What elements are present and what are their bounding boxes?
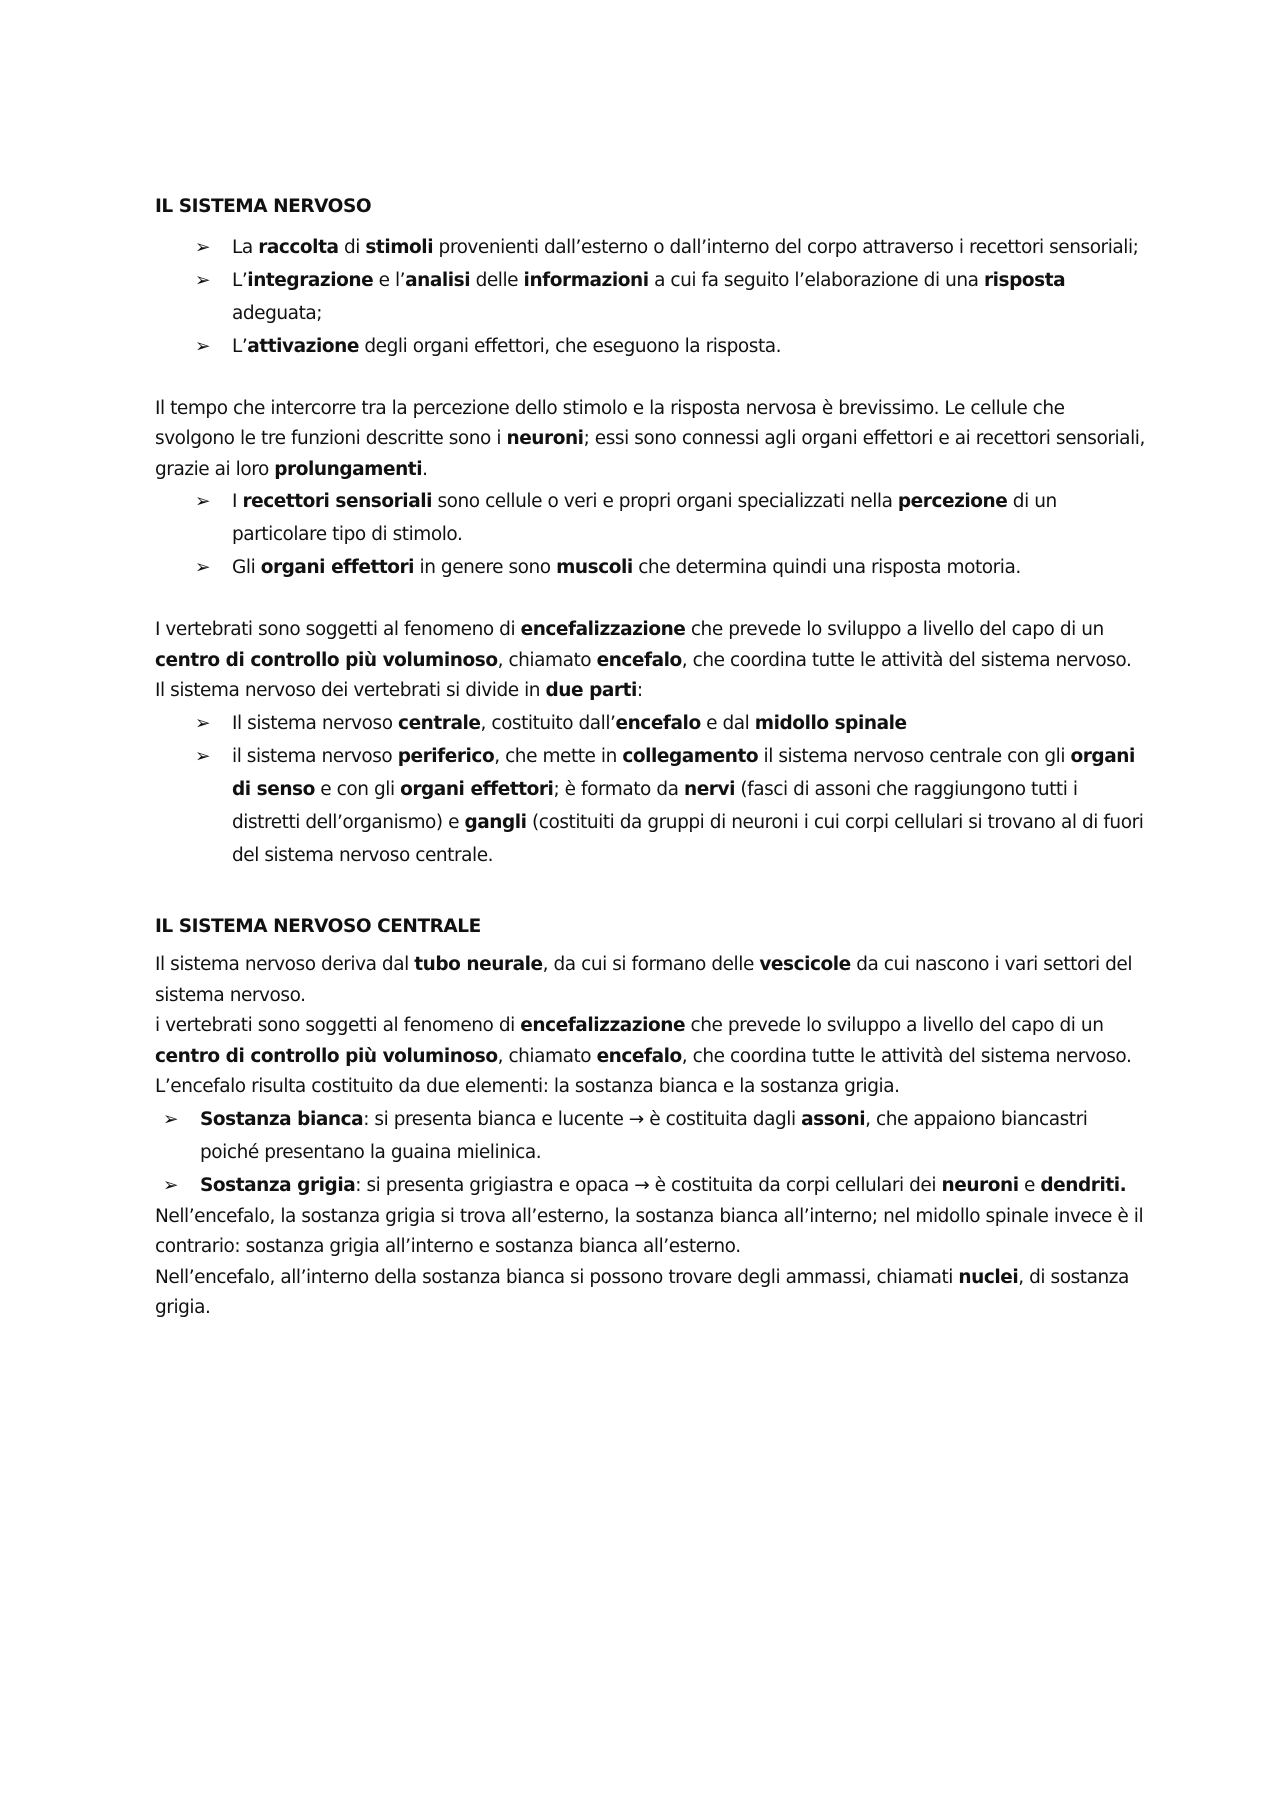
section-title: IL SISTEMA NERVOSO (155, 196, 372, 217)
bold-term: centrale (398, 712, 481, 734)
bold-term: vescicole (759, 954, 851, 975)
arrow-bullet-icon: ➢ (163, 1174, 179, 1196)
bullet-list (155, 707, 1145, 872)
bold-term: collegamento (622, 745, 759, 767)
list-item: ➢ Sostanza bianca: si presenta bianca e lucente → è costituita dagli assoni, che appaiono biancastri poiché presentano la guaina mielinica. (155, 1103, 1145, 1169)
list-item: ➢ Sostanza grigia: si presenta grigiastra e opaca → è costituita da corpi cellulari dei neuroni e dendriti. (155, 1169, 1145, 1202)
list-item: ➢ L’attivazione degli organi effettori, che eseguono la risposta. (155, 330, 1145, 363)
bold-term: muscoli (556, 557, 633, 578)
bold-term: periferico (397, 745, 495, 767)
bullet-list (155, 231, 1145, 363)
arrow-bullet-icon: ➢ (195, 712, 211, 734)
arrow-bullet-icon: ➢ (195, 491, 211, 512)
arrow-bullet-icon: ➢ (195, 557, 211, 578)
paragraph: Il tempo che intercorre tra la percezione dello stimolo e la risposta nervosa è brevissimo. Le cellule che svolgono le tre funzioni descritte sono i neuroni; essi sono connessi agli organi effettori e ai recettori sensoriali, grazie ai loro prolungamenti. (155, 397, 1145, 480)
section-title: IL SISTEMA NERVOSO CENTRALE (155, 915, 481, 937)
bold-term: encefalizzazione (520, 1015, 686, 1036)
bold-term: percezione (897, 491, 1008, 512)
list-item: ➢ Il sistema nervoso centrale, costituito dall’encefalo e dal midollo spinale (155, 707, 1145, 740)
bold-term: encefalo (615, 712, 701, 734)
bold-term: tubo neurale (414, 954, 543, 975)
bold-term: centro di controllo più voluminoso (155, 1045, 498, 1067)
paragraph: I vertebrati sono soggetti al fenomeno di encefalizzazione che prevede lo sviluppo a livello del capo di un centro di controllo più voluminoso, chiamato encefalo, che coordina tutte le attività del sistema nervoso. (155, 619, 1132, 671)
bold-term: risposta (983, 269, 1066, 291)
paragraph: L’encefalo risulta costituito da due elementi: la sostanza bianca e la sostanza grigia. (155, 1076, 900, 1097)
list-item: ➢ I recettori sensoriali sono cellule o veri e propri organi specializzati nella percezione di un particolare tipo di stimolo. (155, 485, 1145, 551)
bold-term: centro di controllo più voluminoso (155, 649, 498, 671)
bold-term: gangli (464, 811, 527, 833)
bold-term: midollo spinale (754, 712, 907, 734)
bold-term: prolungamenti (274, 458, 423, 480)
bold-term: integrazione (247, 269, 374, 291)
paragraph: Il sistema nervoso deriva dal tubo neurale, da cui si formano delle vescicole da cui nascono i vari settori del sistema nervoso. (155, 954, 1133, 1006)
arrow-bullet-icon: ➢ (163, 1108, 179, 1130)
paragraph: Nell’encefalo, all’interno della sostanza bianca si possono trovare degli ammassi, chiamati nuclei, di sostanza grigia. (155, 1266, 1129, 1318)
bold-term: encefalo (596, 1045, 682, 1067)
arrow-bullet-icon: ➢ (195, 269, 211, 291)
bold-term: dendriti. (1040, 1174, 1127, 1196)
bold-term: due parti (545, 680, 637, 701)
bold-term: nervi (683, 778, 735, 800)
list-item: ➢ La raccolta di stimoli provenienti dall’esterno o dall’interno del corpo attraverso i recettori sensoriali; (155, 231, 1145, 264)
bold-term: assoni (801, 1108, 866, 1130)
bold-term: Sostanza bianca (200, 1108, 364, 1130)
bold-term: analisi (405, 269, 471, 291)
paragraph: Nell’encefalo, la sostanza grigia si trova all’esterno, la sostanza bianca all’interno; nel midollo spinale invece è il contrario: sostanza grigia all’interno e sostanza bianca all’esterno. (155, 1205, 1144, 1257)
bold-term: nuclei (958, 1266, 1019, 1288)
bold-term: organi effettori (260, 557, 415, 578)
bold-term: recettori sensoriali (242, 491, 433, 512)
list-item: ➢ Gli organi effettori in genere sono muscoli che determina quindi una risposta motoria. (155, 551, 1145, 584)
arrow-bullet-icon: ➢ (195, 335, 211, 357)
list-item: ➢ il sistema nervoso periferico, che mette in collegamento il sistema nervoso centrale con gli organi di senso e con gli organi effettori; è formato da nervi (fasci di assoni che raggiungono tutti i distretti dell’organismo) e gangli (costituiti da gruppi di neuroni i cui corpi cellulari si trovano al di fuori del sistema nervoso centrale. (155, 740, 1145, 872)
bold-term: informazioni (523, 269, 649, 291)
arrow-bullet-icon: ➢ (195, 236, 211, 258)
paragraph: i vertebrati sono soggetti al fenomeno di encefalizzazione che prevede lo sviluppo a livello del capo di un centro di controllo più voluminoso, chiamato encefalo, che coordina tutte le attività del sistema nervoso. (155, 1015, 1132, 1067)
bullet-list (155, 1103, 1145, 1202)
bold-term: organi effettori (400, 778, 554, 800)
bold-term: encefalo (596, 649, 682, 671)
bold-term: stimoli (365, 236, 434, 258)
bold-term: neuroni (506, 428, 584, 449)
bold-term: attivazione (247, 335, 359, 357)
bold-term: neuroni (941, 1174, 1019, 1196)
bold-term: Sostanza grigia (200, 1174, 356, 1196)
bold-term: organi di senso (232, 745, 1135, 800)
document-page (155, 192, 1145, 1324)
bullet-list (155, 485, 1145, 584)
list-item: ➢ L’integrazione e l’analisi delle informazioni a cui fa seguito l’elaborazione di una risposta adeguata; (155, 264, 1145, 330)
bold-term: raccolta (258, 236, 339, 258)
arrow-bullet-icon: ➢ (195, 745, 211, 767)
paragraph: Il sistema nervoso dei vertebrati si divide in due parti: (155, 680, 643, 701)
bold-term: encefalizzazione (520, 619, 686, 640)
